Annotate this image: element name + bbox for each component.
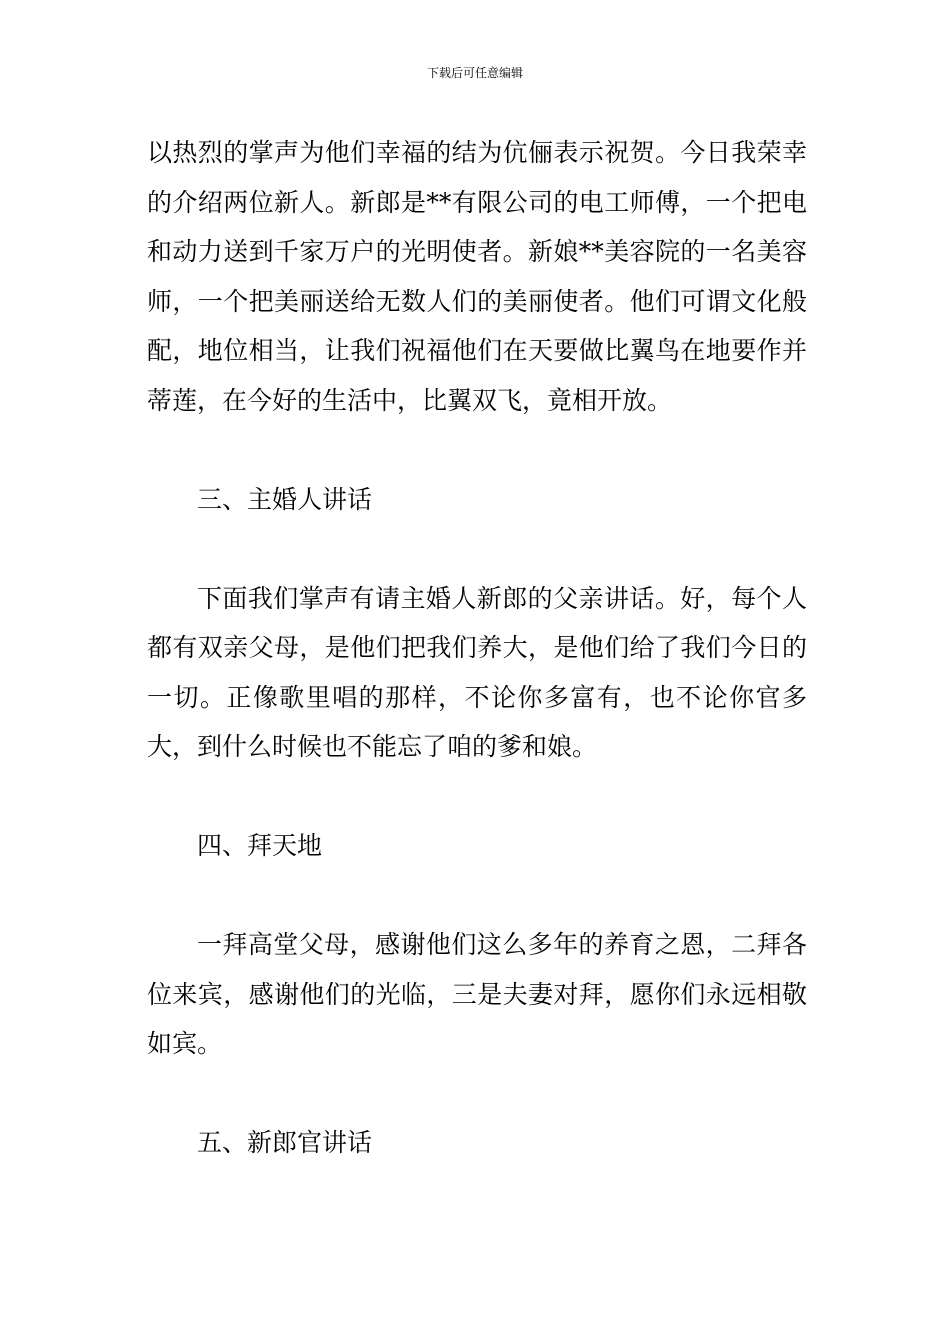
document-body: [147, 128, 807, 1168]
spacer: [147, 524, 807, 574]
section-heading-3: 三、主婚人讲话: [197, 484, 373, 514]
spacer: [147, 871, 807, 921]
section-heading-4: 四、拜天地: [197, 831, 323, 860]
spacer: [147, 772, 807, 822]
page-header: 下载后可任意编辑: [426, 66, 523, 80]
section-heading-5: 五、新郎官讲话: [197, 1128, 373, 1157]
spacer: [147, 425, 807, 475]
spacer: [147, 1069, 807, 1119]
paragraph-blessing: 以热烈的掌声为他们幸福的结为伉俪表示祝贺。今日我荣幸的介绍两位新人。新郎是**有限公司的电工师傅，一个把电和动力送到千家万户的光明使者。新娘**美容院的一名美容师，一个把美丽送给无数人们的美丽使者。他们可谓文化般配，地位相当，让我们祝福他们在天要做比翼鸟在地要作并蒂莲，在今好的生活中，比翼双飞，竟相开放。: [147, 138, 807, 415]
paragraph-host-speech: 下面我们掌声有请主婚人新郎的父亲讲话。好，每个人都有双亲父母，是他们把我们养大，是他们给了我们今日的一切。正像歌里唱的那样，不论你多富有，也不论你官多大，到什么时候也不能忘了咱的爹和娘。: [147, 583, 807, 761]
paragraph-bowing: 一拜高堂父母，感谢他们这么多年的养育之恩，二拜各位来宾，感谢他们的光临，三是夫妻对拜，愿你们永远相敬如宾。: [147, 930, 807, 1058]
